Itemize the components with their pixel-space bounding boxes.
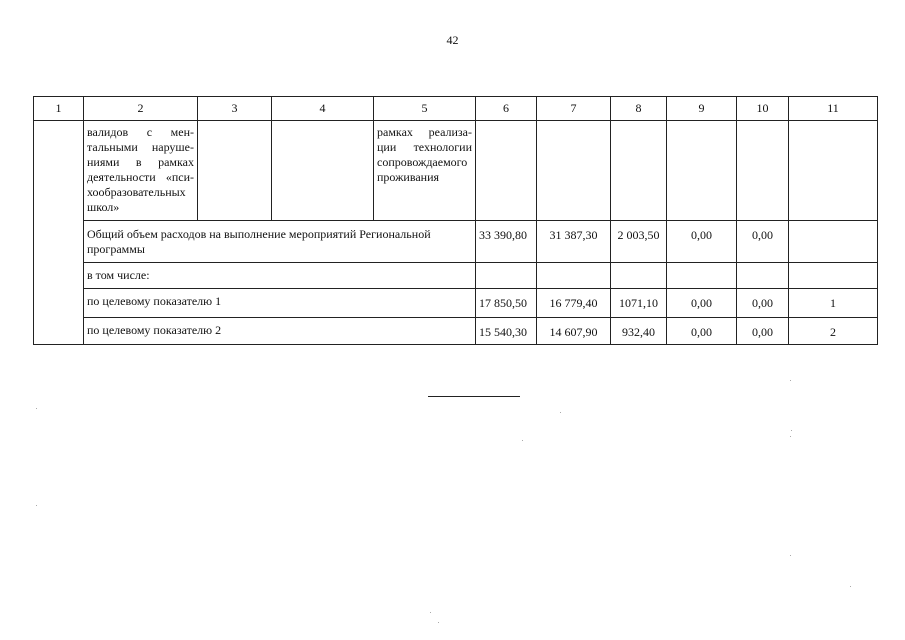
column-number: 11 xyxy=(789,97,878,121)
empty-cell xyxy=(34,121,84,345)
indicator-value-c6: 15 540,30 xyxy=(476,318,537,345)
indicator-value-c7: 16 779,40 xyxy=(537,289,611,318)
column-number: 8 xyxy=(611,97,667,121)
empty-cell xyxy=(667,263,737,289)
column-number: 10 xyxy=(737,97,789,121)
indicator-value-c8: 932,40 xyxy=(611,318,667,345)
total-value-c9: 0,00 xyxy=(667,221,737,263)
total-value-c8: 2 003,50 xyxy=(611,221,667,263)
scan-speck xyxy=(438,622,439,623)
text-line: валидов с мен- xyxy=(87,125,194,139)
empty-cell xyxy=(476,121,537,221)
empty-cell xyxy=(611,263,667,289)
text-line: хообразовательных xyxy=(87,185,186,199)
empty-cell xyxy=(272,121,374,221)
separator-line xyxy=(428,396,520,397)
scan-speck xyxy=(560,412,561,413)
empty-cell xyxy=(537,121,611,221)
scan-speck xyxy=(522,440,523,441)
text-line: сопровождаемого xyxy=(377,155,468,169)
text-line: проживания xyxy=(377,170,440,184)
column-number: 6 xyxy=(476,97,537,121)
total-value-c6: 33 390,80 xyxy=(476,221,537,263)
column-number: 7 xyxy=(537,97,611,121)
indicator-value-c8: 1071,10 xyxy=(611,289,667,318)
indicator-value-c9: 0,00 xyxy=(667,289,737,318)
text-line: школ» xyxy=(87,200,120,214)
table-row xyxy=(34,121,878,221)
total-row xyxy=(34,221,878,263)
empty-cell xyxy=(737,263,789,289)
total-value-c10: 0,00 xyxy=(737,221,789,263)
total-value-c7: 31 387,30 xyxy=(537,221,611,263)
text-line: рамках реализа- xyxy=(377,125,472,139)
indicator-value-c10: 0,00 xyxy=(737,289,789,318)
scan-speck xyxy=(36,505,37,506)
column-number: 9 xyxy=(667,97,737,121)
empty-cell xyxy=(667,121,737,221)
column-number: 4 xyxy=(272,97,374,121)
including-label: в том числе: xyxy=(84,263,476,289)
scan-speck xyxy=(430,612,431,613)
scan-speck xyxy=(790,380,791,381)
empty-cell xyxy=(198,121,272,221)
scan-speck xyxy=(790,555,791,556)
scan-speck xyxy=(790,436,791,437)
budget-table xyxy=(33,96,878,345)
indicator-value-c7: 14 607,90 xyxy=(537,318,611,345)
scan-speck xyxy=(36,408,37,409)
indicator-value-c6: 17 850,50 xyxy=(476,289,537,318)
scan-speck xyxy=(850,586,851,587)
column-number-row xyxy=(34,97,878,121)
total-value-c11 xyxy=(789,221,878,263)
empty-cell xyxy=(476,263,537,289)
text-line: ниями в рамках xyxy=(87,155,194,169)
empty-cell xyxy=(537,263,611,289)
indicator-value-c10: 0,00 xyxy=(737,318,789,345)
column-number: 2 xyxy=(84,97,198,121)
event-description-cell xyxy=(84,121,198,221)
indicator-row xyxy=(34,318,878,345)
scan-speck xyxy=(791,430,792,431)
column-number: 3 xyxy=(198,97,272,121)
empty-cell xyxy=(789,263,878,289)
event-content-cell xyxy=(374,121,476,221)
column-number: 1 xyxy=(34,97,84,121)
text-line: ции технологии xyxy=(377,140,472,154)
indicator-row xyxy=(34,289,878,318)
column-number: 5 xyxy=(374,97,476,121)
including-row xyxy=(34,263,878,289)
indicator-label: по целевому показателю 2 xyxy=(84,318,476,345)
empty-cell xyxy=(611,121,667,221)
text-line: тальными наруше- xyxy=(87,140,194,154)
indicator-value-c9: 0,00 xyxy=(667,318,737,345)
empty-cell xyxy=(737,121,789,221)
indicator-label: по целевому показателю 1 xyxy=(84,289,476,318)
total-label: Общий объем расходов на выполнение мероприятий Региональной программы xyxy=(84,221,476,263)
page-number: 42 xyxy=(446,33,459,47)
indicator-value-c11: 1 xyxy=(789,289,878,318)
indicator-value-c11: 2 xyxy=(789,318,878,345)
text-line: деятельности «пси- xyxy=(87,170,194,184)
empty-cell xyxy=(789,121,878,221)
